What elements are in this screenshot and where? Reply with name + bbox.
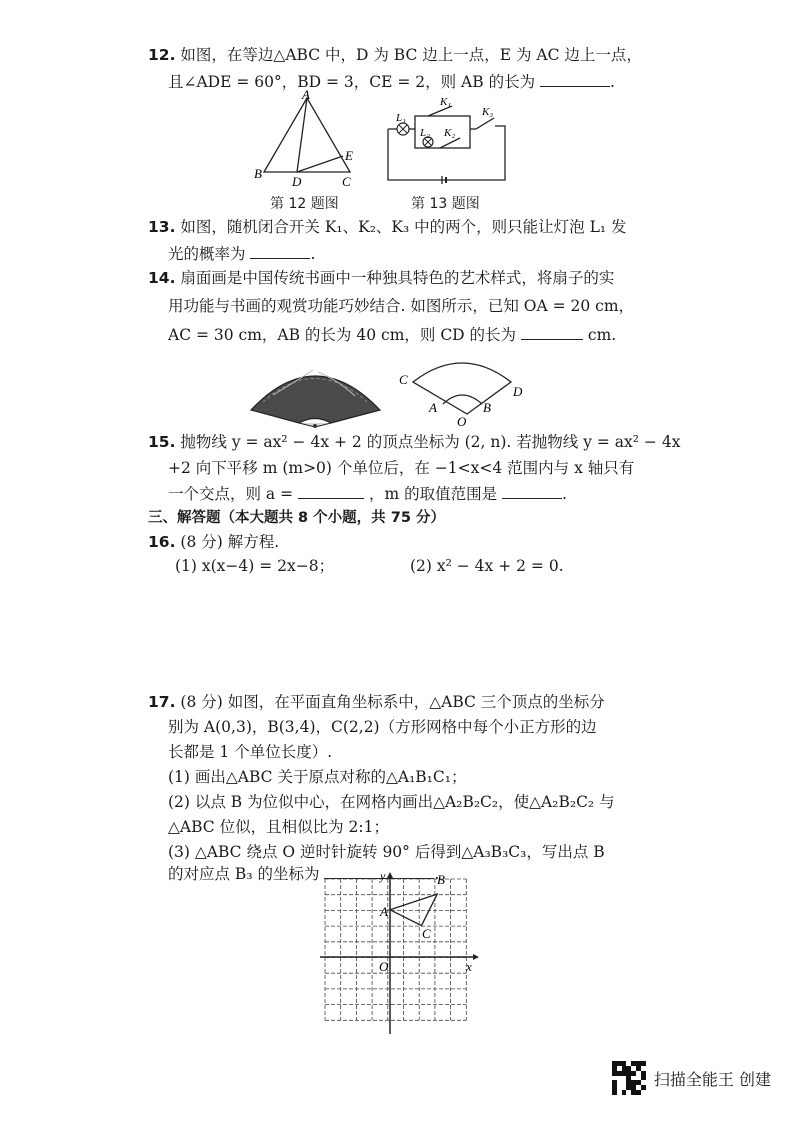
q16-title xyxy=(148,532,279,552)
q13-caption: 第 13 题图 xyxy=(411,196,480,212)
q14-line1 xyxy=(148,268,614,288)
q12-label-d: D xyxy=(292,174,302,189)
q17-period: . xyxy=(434,865,440,883)
q13-label-k3: K₃ xyxy=(482,106,494,118)
q14-label-c: C xyxy=(399,372,408,387)
q17-line5: (2) 以点 B 为位似中心，在网格内画出△A₂B₂C₂，使△A₂B₂C₂ 与 xyxy=(168,793,615,811)
q13-number: 13. xyxy=(148,218,176,236)
q13-circuit-figure xyxy=(380,96,515,188)
q17-line1 xyxy=(148,692,605,712)
q12-label-e: E xyxy=(345,148,353,163)
q17-line7: (3) △ABC 绕点 O 逆时针旋转 90° 后得到△A₃B₃C₃，写出点 B xyxy=(168,843,605,861)
q15-blank-m[interactable] xyxy=(502,484,562,499)
q15-line3 xyxy=(168,484,567,504)
q14-answer-blank[interactable] xyxy=(521,325,583,340)
q15-text-3a: 一个交点，则 a = xyxy=(168,485,294,503)
q14-line3 xyxy=(168,325,616,345)
q13-line1 xyxy=(148,217,627,237)
q14-text-2: 用功能与书画的观赏功能巧妙结合. 如图所示，已知 OA = 20 cm， xyxy=(168,297,635,315)
q17-label-c: C xyxy=(422,926,431,941)
q14-text-3: AC = 30 cm，AB 的长为 40 cm，则 CD 的长为 xyxy=(168,326,517,344)
q15-text-2: +2 向下平移 m (m>0) 个单位后，在 −1<x<4 范围内与 x 轴只有 xyxy=(168,459,635,477)
q14-text-1: 扇面画是中国传统书画中一种独具特色的艺术样式，将扇子的实 xyxy=(180,269,615,287)
q15-line2 xyxy=(168,458,634,478)
q17-line4: (1) 画出△ABC 关于原点对称的△A₁B₁C₁； xyxy=(168,768,467,786)
q17-axis-y-label: y xyxy=(380,870,386,883)
q15-blank-a[interactable] xyxy=(298,484,364,499)
q17-line6: △ABC 位似，且相似比为 2:1； xyxy=(168,818,389,836)
q15-text-3b: ，m 的取值范围是 xyxy=(368,485,498,503)
q13-period: . xyxy=(310,245,316,263)
q14-label-d: D xyxy=(513,384,523,399)
q17-label-a: A xyxy=(380,904,388,919)
q12-text-2: 且∠ADE = 60°，BD = 3，CE = 2，则 AB 的长为 xyxy=(168,73,536,91)
q17-label-b: B xyxy=(437,872,445,887)
q17-text-1: (8 分) 如图，在平面直角坐标系中，△ABC 三个顶点的坐标分 xyxy=(180,693,605,711)
q12-triangle-figure xyxy=(250,90,370,190)
q17-number: 17. xyxy=(148,693,176,711)
q12-answer-blank[interactable] xyxy=(540,72,610,87)
q13-text-2: 光的概率为 xyxy=(168,245,246,263)
q17-coordinate-grid xyxy=(318,870,483,1035)
q13-line2 xyxy=(168,244,315,264)
grid-lines xyxy=(325,879,466,1020)
q12-number: 12. xyxy=(148,46,176,64)
q14-label-a: A xyxy=(429,400,437,415)
q16-part2: (2) x² − 4x + 2 = 0. xyxy=(410,557,564,575)
q13-label-k1: K₁ xyxy=(440,96,452,108)
q16-part1: (1) x(x−4) = 2x−8； xyxy=(175,557,335,575)
q14-label-b: B xyxy=(483,400,491,415)
q14-fan-painting xyxy=(243,350,388,428)
section-three-heading: 三、解答题（本大题共 8 个小题，共 75 分） xyxy=(148,510,445,526)
q17-origin-label: O xyxy=(379,959,389,974)
q12-line1 xyxy=(148,45,642,65)
q17-line3: 长都是 1 个单位长度）. xyxy=(168,743,333,761)
q14-number: 14. xyxy=(148,269,176,287)
q16-title-text: (8 分) 解方程. xyxy=(180,533,280,551)
q13-text-1: 如图，随机闭合开关 K₁、K₂、K₃ 中的两个，则只能让灯泡 L₁ 发 xyxy=(180,218,627,236)
watermark-text: 扫描全能王 创建 xyxy=(653,1069,771,1089)
scanner-watermark xyxy=(612,1061,771,1095)
q15-period: . xyxy=(562,485,567,503)
q12-period: . xyxy=(610,73,615,91)
q13-label-k2: K₂ xyxy=(444,127,456,139)
q12-label-a: A xyxy=(302,90,310,102)
q16-number: 16. xyxy=(148,533,176,551)
q12-label-c: C xyxy=(342,174,351,189)
q14-unit: cm. xyxy=(587,326,617,344)
q13-label-l1: L₁ xyxy=(396,112,406,124)
q15-number: 15. xyxy=(148,433,176,451)
q12-line2 xyxy=(168,72,615,92)
q14-label-o: O xyxy=(457,414,467,428)
q12-text-1: 如图，在等边△ABC 中，D 为 BC 边上一点，E 为 AC 边上一点， xyxy=(180,46,642,64)
q17-text-8: 的对应点 B₃ 的坐标为 xyxy=(168,865,320,883)
q14-line2 xyxy=(168,296,634,316)
q13-answer-blank[interactable] xyxy=(250,244,310,259)
qr-code-icon xyxy=(612,1061,646,1095)
q12-caption: 第 12 题图 xyxy=(270,196,339,212)
q15-text-1: 抛物线 y = ax² − 4x + 2 的顶点坐标为 (2, n). 若抛物线 y = ax² − 4x xyxy=(180,433,681,451)
q17-axis-x-label: x xyxy=(466,959,472,974)
q17-line2: 别为 A(0,3)，B(3,4)，C(2,2)（方形网格中每个小正方形的边 xyxy=(168,718,597,736)
q12-label-b: B xyxy=(254,166,262,181)
q15-line1 xyxy=(148,432,680,452)
q13-label-l2: L₂ xyxy=(420,127,430,139)
q14-fan-diagram xyxy=(395,348,530,428)
